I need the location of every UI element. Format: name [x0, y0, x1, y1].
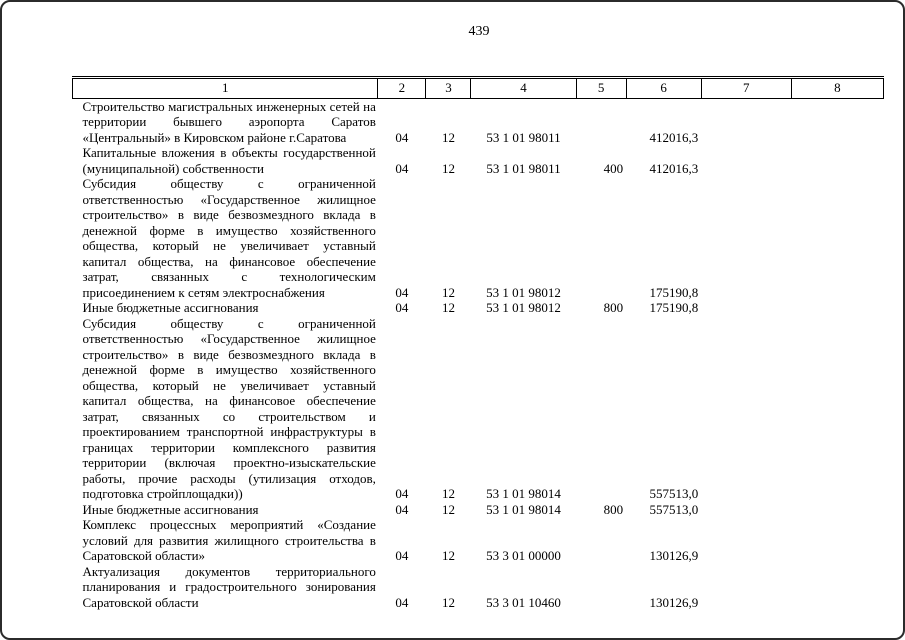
row-subsection: 12 — [441, 129, 455, 145]
row-expense-type — [576, 316, 626, 502]
row-col7 — [701, 145, 791, 176]
row-section: 04 — [395, 129, 409, 145]
row-col7 — [701, 517, 791, 564]
row-expense-type — [576, 98, 626, 145]
row-amount: 412016,3 — [649, 160, 699, 176]
row-col7 — [701, 502, 791, 518]
row-col8 — [791, 98, 883, 145]
row-section: 04 — [395, 548, 409, 563]
row-name: Иные бюджетные ассигнования — [82, 300, 259, 315]
row-target-code: 53 1 01 98011 — [486, 129, 561, 145]
table-row — [73, 176, 884, 300]
page-number: 439 — [468, 24, 490, 39]
row-amount: 130126,9 — [649, 548, 699, 563]
row-amount: 175190,8 — [649, 284, 699, 300]
row-name: Актуализация документов территориального планирования и градостроительного зонирования Саратовской области — [82, 563, 376, 610]
table-row — [73, 502, 884, 518]
row-section: 04 — [395, 501, 409, 517]
row-target-code: 53 1 01 98014 — [486, 501, 561, 517]
row-amount: 557513,0 — [649, 486, 699, 501]
row-amount: 412016,3 — [649, 129, 699, 145]
row-col7 — [701, 300, 791, 316]
row-col8 — [791, 300, 883, 316]
row-amount: 130126,9 — [649, 594, 699, 610]
column-header-6: 6 — [626, 78, 701, 99]
table-row — [73, 564, 884, 611]
row-target-code: 53 1 01 98012 — [486, 300, 561, 315]
row-col7 — [701, 176, 791, 300]
row-expense-type — [576, 517, 626, 564]
row-section: 04 — [395, 284, 409, 300]
row-subsection: 12 — [441, 548, 455, 563]
row-amount: 557513,0 — [649, 501, 699, 517]
column-header-4: 4 — [471, 78, 576, 99]
row-target-code: 53 1 01 98011 — [486, 160, 561, 176]
row-col8 — [791, 502, 883, 518]
row-section: 04 — [395, 486, 409, 501]
row-subsection: 12 — [441, 501, 455, 517]
row-subsection: 12 — [441, 486, 455, 501]
row-col7 — [701, 98, 791, 145]
table-row — [73, 300, 884, 316]
row-section: 04 — [395, 160, 409, 176]
row-subsection: 12 — [441, 284, 455, 300]
budget-table — [72, 76, 884, 610]
row-section: 04 — [395, 300, 409, 315]
row-col8 — [791, 564, 883, 611]
column-header-3: 3 — [426, 78, 471, 99]
row-col7 — [701, 564, 791, 611]
row-col8 — [791, 176, 883, 300]
row-name: Иные бюджетные ассигнования — [82, 501, 259, 517]
row-name: Капитальные вложения в объекты государственной (муниципальной) собственности — [82, 145, 376, 176]
row-name: Субсидия обществу с ограниченной ответственностью «Государственное жилищное строительство» в виде безвозмездного вклада в денежной форме в имущество хозяйственного общества, который не увеличивает уставный капитал общества, на финансовое обеспечение затрат, связанных со строительством и проектированием транспортной инфраструктуры в границах территории комплексного развития территории (включая проектно-изыскательские работы, прочие расходы (утилизация отходов, подготовка стройплощадки)) — [82, 315, 376, 501]
row-subsection: 12 — [441, 160, 455, 176]
table-row — [73, 316, 884, 502]
row-target-code: 53 1 01 98014 — [486, 486, 561, 501]
row-amount: 175190,8 — [649, 300, 699, 315]
column-header-2: 2 — [378, 78, 426, 99]
table-row — [73, 98, 884, 145]
table-header-row — [73, 78, 884, 99]
row-subsection: 12 — [441, 594, 455, 610]
row-expense-type: 800 — [603, 300, 624, 315]
row-target-code: 53 3 01 00000 — [486, 548, 561, 563]
column-header-5: 5 — [576, 78, 626, 99]
row-col8 — [791, 517, 883, 564]
row-name: Субсидия обществу с ограниченной ответственностью «Государственное жилищное строительство» в виде безвозмездного вклада в денежной форме в имущество хозяйственного общества, который не увеличивает уставный капитал общества, на финансовое обеспечение затрат, связанных с технологическим присоединением к сетям электроснабжения — [82, 176, 376, 300]
row-col8 — [791, 145, 883, 176]
column-header-8: 8 — [791, 78, 883, 99]
row-section: 04 — [395, 594, 409, 610]
row-expense-type: 400 — [603, 160, 624, 176]
column-header-1: 1 — [73, 78, 378, 99]
table-row — [73, 517, 884, 564]
row-expense-type: 800 — [603, 501, 624, 517]
row-target-code: 53 1 01 98012 — [486, 284, 561, 300]
row-col7 — [701, 316, 791, 502]
table-row — [73, 145, 884, 176]
row-name: Комплекс процессных мероприятий «Создание условий для развития жилищного строительства в Саратовской области» — [82, 517, 376, 563]
column-header-7: 7 — [701, 78, 791, 99]
row-name: Строительство магистральных инженерных сетей на территории бывшего аэропорта Саратов «Центральный» в Кировском районе г.Саратова — [82, 98, 376, 145]
row-expense-type — [576, 564, 626, 611]
row-target-code: 53 3 01 10460 — [486, 594, 561, 610]
row-subsection: 12 — [441, 300, 455, 315]
row-col8 — [791, 316, 883, 502]
row-expense-type — [576, 176, 626, 300]
